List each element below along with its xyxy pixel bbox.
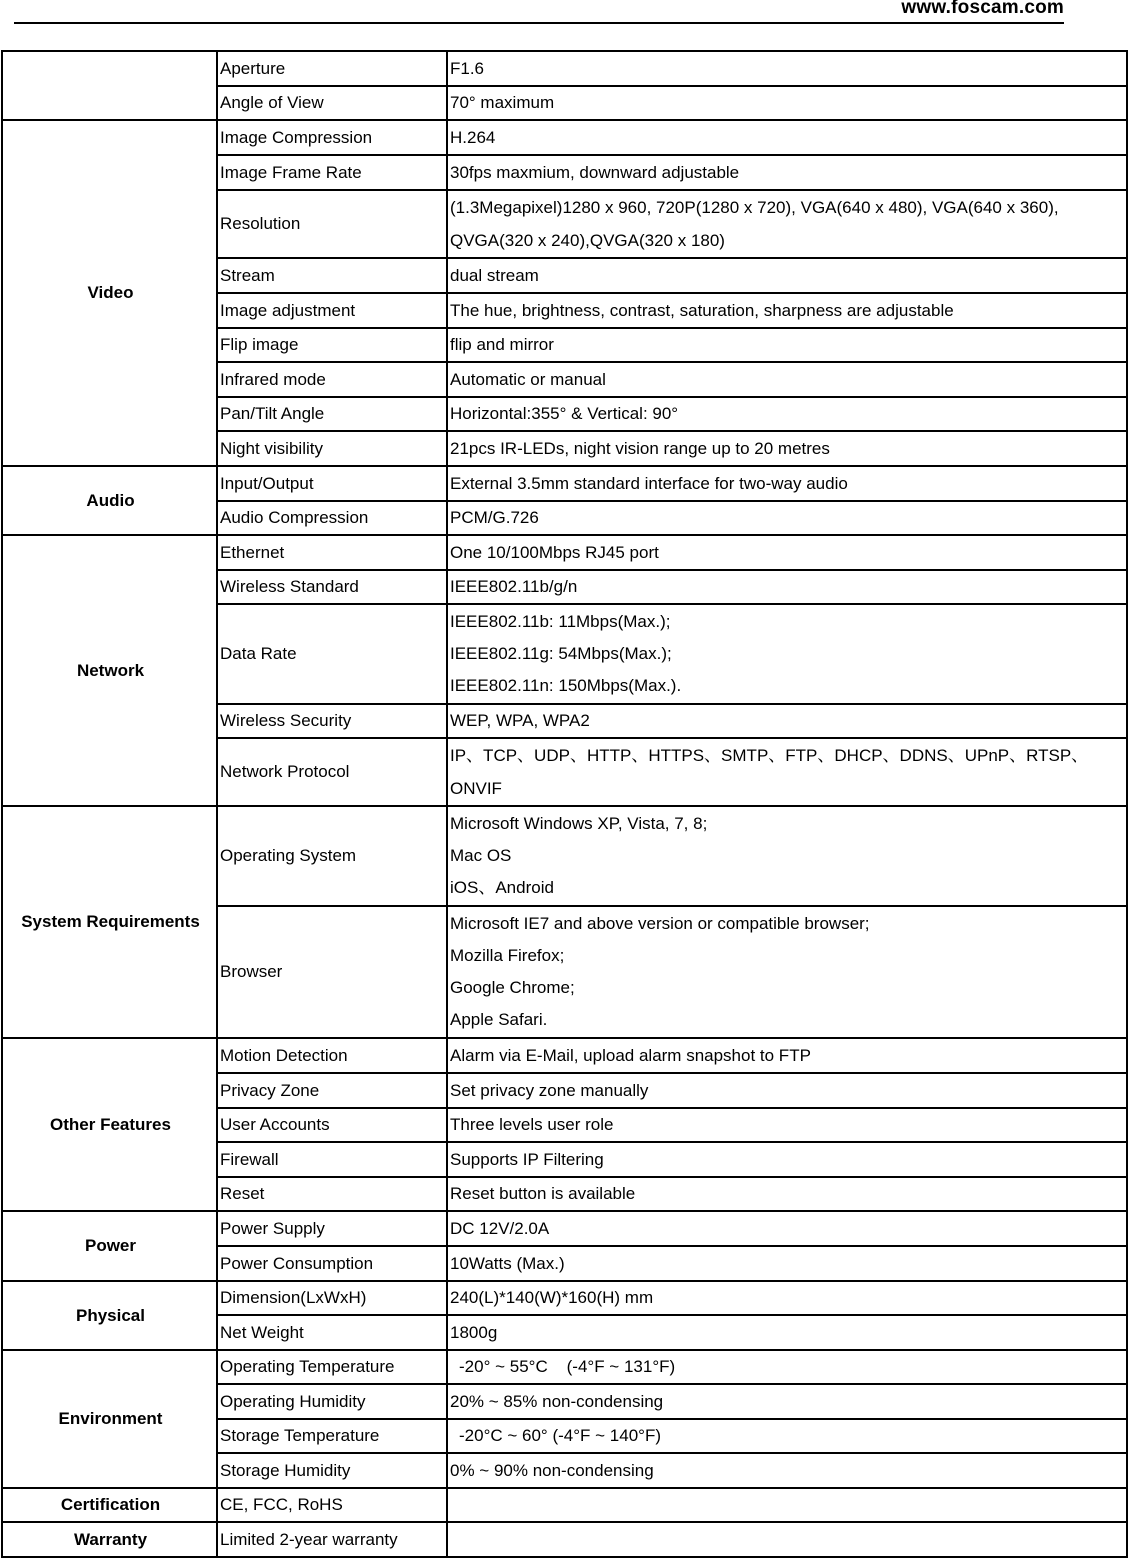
feature-label: Operating Temperature <box>217 1350 447 1384</box>
feature-value: 240(L)*140(W)*160(H) mm <box>447 1281 1127 1315</box>
feature-label: Image adjustment <box>217 293 447 328</box>
category-cell-empty <box>2 51 217 120</box>
feature-label: Limited 2-year warranty <box>217 1522 447 1557</box>
feature-value: F1.6 <box>447 51 1127 86</box>
feature-value <box>447 604 1127 704</box>
page-header <box>14 0 1064 24</box>
feature-value: 21pcs IR-LEDs, night vision range up to 20 metres <box>447 431 1127 466</box>
feature-label: Ethernet <box>217 535 447 570</box>
category-video: Video <box>2 120 217 466</box>
feature-label: Storage Humidity <box>217 1453 447 1488</box>
category-network: Network <box>2 535 217 806</box>
value-line: (1.3Megapixel)1280 x 960, 720P(1280 x 720), VGA(640 x 480), VGA(640 x 360), <box>450 198 1059 217</box>
feature-value-empty <box>447 1488 1127 1522</box>
feature-label: Dimension(LxWxH) <box>217 1281 447 1315</box>
value-line: IEEE802.11b: 11Mbps(Max.); <box>450 612 671 631</box>
value-line: Apple Safari. <box>450 1010 548 1029</box>
feature-label: Storage Temperature <box>217 1419 447 1453</box>
site-url: www.foscam.com <box>901 0 1064 18</box>
category-other-features: Other Features <box>2 1038 217 1211</box>
category-warranty: Warranty <box>2 1522 217 1557</box>
feature-value: flip and mirror <box>447 328 1127 362</box>
value-line: Microsoft IE7 and above version or compatible browser; <box>450 914 870 933</box>
category-power: Power <box>2 1211 217 1281</box>
feature-label: Night visibility <box>217 431 447 466</box>
feature-label: Audio Compression <box>217 501 447 535</box>
feature-label: Network Protocol <box>217 738 447 806</box>
feature-label: Reset <box>217 1177 447 1211</box>
value-line: IP、TCP、UDP、HTTP、HTTPS、SMTP、FTP、DHCP、DDNS、UPnP、RTSP、 <box>450 746 1089 765</box>
feature-value: Supports IP Filtering <box>447 1142 1127 1177</box>
table-row <box>2 1488 1127 1522</box>
feature-value: 1800g <box>447 1315 1127 1350</box>
feature-value: 10Watts (Max.) <box>447 1246 1127 1281</box>
feature-value: Automatic or manual <box>447 362 1127 397</box>
category-audio: Audio <box>2 466 217 535</box>
feature-value: IEEE802.11b/g/n <box>447 570 1127 604</box>
feature-label: Browser <box>217 906 447 1038</box>
table-row <box>2 1522 1127 1557</box>
feature-label: Net Weight <box>217 1315 447 1350</box>
table-row <box>2 51 1127 86</box>
feature-label: Firewall <box>217 1142 447 1177</box>
feature-value: One 10/100Mbps RJ45 port <box>447 535 1127 570</box>
table-row <box>2 806 1127 906</box>
feature-label: Image Compression <box>217 120 447 155</box>
category-environment: Environment <box>2 1350 217 1488</box>
category-certification: Certification <box>2 1488 217 1522</box>
feature-label: Pan/Tilt Angle <box>217 397 447 431</box>
value-line: QVGA(320 x 240),QVGA(320 x 180) <box>450 231 725 250</box>
feature-value: 30fps maxmium, downward adjustable <box>447 155 1127 190</box>
table-row <box>2 1211 1127 1246</box>
feature-value <box>447 738 1127 806</box>
feature-value: DC 12V/2.0A <box>447 1211 1127 1246</box>
feature-label: Angle of View <box>217 86 447 120</box>
feature-value: dual stream <box>447 258 1127 293</box>
feature-value: Alarm via E-Mail, upload alarm snapshot to FTP <box>447 1038 1127 1073</box>
value-line: iOS、Android <box>450 878 554 897</box>
table-row <box>2 1281 1127 1315</box>
feature-label: Power Supply <box>217 1211 447 1246</box>
feature-value: 20% ~ 85% non-condensing <box>447 1384 1127 1419</box>
value-line: ONVIF <box>450 779 502 798</box>
table-row <box>2 535 1127 570</box>
feature-value: Reset button is available <box>447 1177 1127 1211</box>
feature-value: The hue, brightness, contrast, saturation, sharpness are adjustable <box>447 293 1127 328</box>
feature-label: CE, FCC, RoHS <box>217 1488 447 1522</box>
value-line: IEEE802.11n: 150Mbps(Max.). <box>450 676 682 695</box>
feature-label: Input/Output <box>217 466 447 501</box>
feature-label: Privacy Zone <box>217 1073 447 1108</box>
table-row <box>2 120 1127 155</box>
feature-label: Wireless Security <box>217 704 447 738</box>
spec-table <box>1 50 1128 1558</box>
feature-value-empty <box>447 1522 1127 1557</box>
feature-value <box>447 190 1127 258</box>
feature-label: Infrared mode <box>217 362 447 397</box>
value-line: IEEE802.11g: 54Mbps(Max.); <box>450 644 672 663</box>
feature-label: Stream <box>217 258 447 293</box>
feature-label: Flip image <box>217 328 447 362</box>
feature-label: Resolution <box>217 190 447 258</box>
feature-label: User Accounts <box>217 1108 447 1142</box>
feature-label: Aperture <box>217 51 447 86</box>
category-physical: Physical <box>2 1281 217 1350</box>
value-line: Google Chrome; <box>450 978 575 997</box>
value-line: Mac OS <box>450 846 512 865</box>
feature-value: 0% ~ 90% non-condensing <box>447 1453 1127 1488</box>
feature-value: 70° maximum <box>447 86 1127 120</box>
feature-value: Set privacy zone manually <box>447 1073 1127 1108</box>
feature-label: Image Frame Rate <box>217 155 447 190</box>
feature-label: Motion Detection <box>217 1038 447 1073</box>
table-row <box>2 466 1127 501</box>
feature-value: H.264 <box>447 120 1127 155</box>
feature-value: WEP, WPA, WPA2 <box>447 704 1127 738</box>
feature-value <box>447 806 1127 906</box>
table-row <box>2 1350 1127 1384</box>
value-line: Mozilla Firefox; <box>450 946 565 965</box>
feature-label: Operating Humidity <box>217 1384 447 1419</box>
value-line: Microsoft Windows XP, Vista, 7, 8; <box>450 814 708 833</box>
feature-value: PCM/G.726 <box>447 501 1127 535</box>
feature-value <box>447 906 1127 1038</box>
feature-value: Horizontal:355° & Vertical: 90° <box>447 397 1127 431</box>
category-system-requirements: System Requirements <box>2 806 217 1038</box>
feature-value: Three levels user role <box>447 1108 1127 1142</box>
feature-value: -20° ~ 55°C (-4°F ~ 131°F) <box>447 1350 1127 1384</box>
feature-label: Wireless Standard <box>217 570 447 604</box>
feature-label: Data Rate <box>217 604 447 704</box>
feature-label: Power Consumption <box>217 1246 447 1281</box>
feature-label: Operating System <box>217 806 447 906</box>
feature-value: -20°C ~ 60° (-4°F ~ 140°F) <box>447 1419 1127 1453</box>
feature-value: External 3.5mm standard interface for two-way audio <box>447 466 1127 501</box>
table-row <box>2 1038 1127 1073</box>
